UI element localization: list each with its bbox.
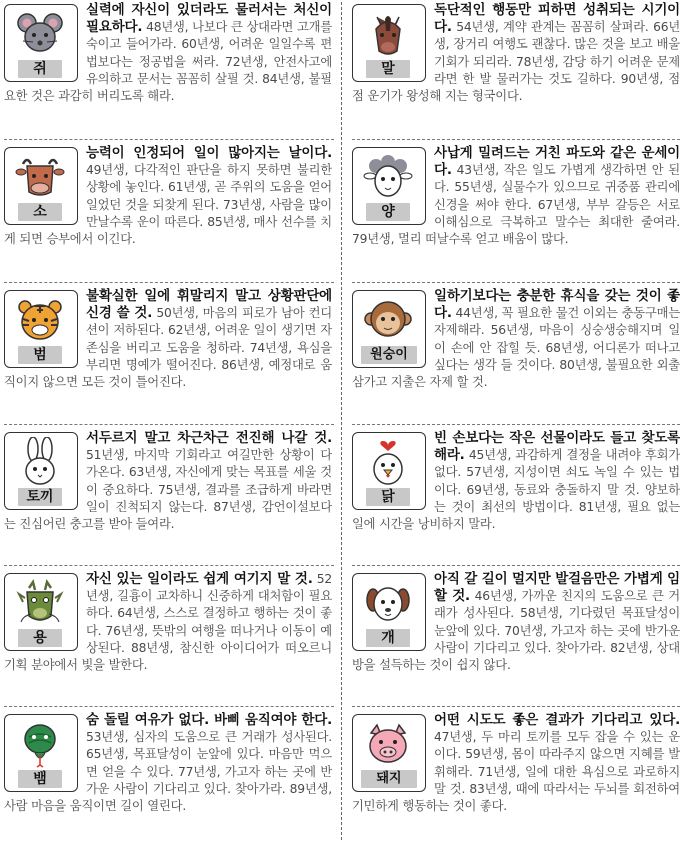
zodiac-badge: [4, 147, 78, 225]
animal-label: 용: [18, 629, 62, 647]
zodiac-card-dragon: [4, 571, 332, 707]
animal-label: 쥐: [18, 60, 62, 78]
zodiac-badge: [352, 147, 426, 225]
rat-icon: [15, 9, 65, 59]
zodiac-badge: [352, 290, 426, 368]
animal-label: 개: [366, 629, 410, 647]
dog-icon: [363, 578, 413, 628]
animal-label: 말: [366, 60, 410, 78]
snake-icon: [15, 719, 65, 769]
fortune-body: 52년생, 길흉이 교차하니 신중하게 대처함이 필요하다. 64년생, 스스로 결정하고 행하는 것이 좋다. 76년생, 뜻밖의 여행을 떠나거나 이동이 예상된다. 88년생, 참신한 아이디어가 떠오르니 기획 분야에서 빛을 발한다.: [4, 572, 332, 673]
zodiac-badge: [4, 432, 78, 510]
tiger-icon: [15, 295, 65, 345]
sheep-icon: [363, 152, 413, 202]
zodiac-badge: [4, 714, 78, 792]
fortune-body: 44년생, 꼭 필요한 물건 이외는 충동구매는 자제해라. 56년생, 마음이 싱숭생숭해지며 일이 손에 안 잡힐 듯. 68년생, 어디론가 떠나고 싶다는 생각 들 것이다. 80년생, 불필요한 외출 삼가고 지출은 자제 할 것.: [352, 306, 680, 390]
fortune-body: 48년생, 나보다 큰 상대라면 고개를 숙이고 들어가라. 60년생, 어려운 일일수록 편법보다는 정공법을 써라. 72년생, 안전사고에 유의하고 문서는 꼼꼼히 살필 것. 84년생, 불필요한 것은 과감히 버리도록 해라.: [4, 20, 332, 104]
monkey-icon: [363, 295, 413, 345]
zodiac-card-snake: [4, 712, 332, 848]
zodiac-card-horse: [352, 2, 680, 138]
fortune-headline: 아직 갈 길이 멀지만 발걸음만은 가볍게 임할 것.: [434, 571, 680, 605]
zodiac-card-sheep: [352, 145, 680, 281]
zodiac-badge: [352, 573, 426, 651]
zodiac-card-monkey: [352, 288, 680, 424]
column-divider: [341, 2, 342, 840]
fortune-headline: 능력이 인정되어 일이 많아지는 날이다.: [86, 145, 332, 161]
fortune-body: 53년생, 심자의 도움으로 큰 거래가 성사된다. 65년생, 목표달성이 눈앞에 있다. 마음만 먹으면 얻을 수 있다. 77년생, 가고자 하는 곳에 반가운 사람이 기다리고 있다. 찾아가라. 89년생, 사람 마음을 움직이면 길이 열린다.: [4, 730, 332, 814]
animal-label: 범: [18, 346, 62, 364]
animal-label: 뱀: [18, 770, 62, 788]
zodiac-badge: [352, 432, 426, 510]
zodiac-card-rat: [4, 2, 332, 138]
fortune-headline: 자신 있는 일이라도 쉽게 여기지 말 것.: [86, 571, 313, 587]
fortune-headline: 빈 손보다는 작은 선물이라도 들고 찾도록 해라.: [434, 430, 680, 464]
zodiac-card-rooster: [352, 430, 680, 566]
fortune-headline: 불확실한 일에 휘말리지 말고 상황판단에 신경 쓸 것.: [86, 288, 332, 322]
zodiac-card-ox: [4, 145, 332, 281]
zodiac-badge: [352, 714, 426, 792]
fortune-body: 51년생, 마지막 기회라고 여길만한 상황이 다가온다. 63년생, 자신에게 맞는 목표를 세울 것이 중요하다. 75년생, 결과를 조급하게 바라면 일이 진척되지 않는다. 87년생, 감언이설보다는 진심어린 충고를 받아 들여라.: [4, 448, 332, 532]
animal-label: 원숭이: [361, 346, 417, 364]
row-divider: [4, 424, 334, 425]
horse-icon: [363, 9, 413, 59]
ox-icon: [15, 152, 65, 202]
fortune-headline: 어떤 시도도 좋은 결과가 기다리고 있다.: [434, 712, 680, 728]
fortune-body: 43년생, 작은 일도 가볍게 생각하면 안 된다. 55년생, 실물수가 있으므로 귀중품 관리에 신경을 써야 한다. 67년생, 부부 갈등은 서로 이해심으로 극복하고 말수는 최대한 줄여라. 79년생, 멀리 떠날수록 얻고 배움이 많다.: [352, 163, 680, 247]
row-divider: [352, 139, 680, 140]
row-divider: [4, 282, 334, 283]
zodiac-card-rabbit: [4, 430, 332, 566]
zodiac-badge: [4, 4, 78, 82]
zodiac-badge: [352, 4, 426, 82]
zodiac-card-pig: [352, 712, 680, 848]
animal-label: 돼지: [361, 770, 417, 788]
pig-icon: [363, 719, 413, 769]
fortune-headline: 일하기보다는 충분한 휴식을 갖는 것이 좋다.: [434, 288, 680, 322]
fortune-body: 46년생, 가까운 친지의 도움으로 큰 거래가 성사된다. 58년생, 기다렸던 목표달성이 눈앞에 있다. 70년생, 가고자 하는 곳에 반가운 사람이 기다리고 있다. 찾아가라. 82년생, 상대방을 설득하는 것이 쉽지 않다.: [352, 589, 680, 673]
fortune-headline: 사납게 밀려드는 거친 파도와 같은 운세이다.: [434, 145, 680, 179]
rabbit-icon: [15, 437, 65, 487]
zodiac-card-tiger: [4, 288, 332, 424]
fortune-headline: 서두르지 말고 차근차근 전진해 나갈 것.: [86, 430, 332, 446]
row-divider: [352, 282, 680, 283]
zodiac-badge: [4, 573, 78, 651]
fortune-body: 54년생, 계약 관계는 꼼꼼히 살펴라. 66년생, 장거리 여행도 괜찮다. 많은 것을 보고 배울 기회가 되리라. 78년생, 감당 하기 어려운 문제 라면 한 발 물러가는 것도 길하다. 90년생, 점점 운기가 왕성해 지는 형국이다.: [352, 20, 680, 104]
zodiac-badge: [4, 290, 78, 368]
fortune-body: 47년생, 두 마리 토끼를 모두 잡을 수 있는 운이다. 59년생, 몸이 따라주지 않으면 지혜를 발휘해라. 71년생, 일에 대한 욕심으로 과로하지 말 것. 83년생, 때에 따라서는 두뇌를 회전하여 기민하게 행동하는 것이 좋다.: [352, 730, 680, 814]
fortune-headline: 실력에 자신이 있더라도 물러서는 처신이 필요하다.: [86, 2, 332, 36]
fortune-body: 50년생, 마음의 피로가 남아 컨디션이 저하된다. 62년생, 어려운 일이 생기면 자존심을 버리고 도움을 청하라. 74년생, 욕심을 부리면 명예가 떨어진다. 86년생, 예정대로 움직이지 않으면 모든 것이 틀어진다.: [4, 306, 332, 390]
fortune-headline: 숨 돌릴 여유가 없다. 바삐 움직여야 한다.: [86, 712, 332, 728]
animal-label: 닭: [366, 488, 410, 506]
animal-label: 양: [366, 203, 410, 221]
row-divider: [352, 424, 680, 425]
animal-label: 토끼: [18, 488, 62, 506]
animal-label: 소: [18, 203, 62, 221]
fortune-headline: 독단적인 행동만 피하면 성취되는 시기이다.: [434, 2, 680, 36]
dragon-icon: [15, 578, 65, 628]
fortune-body: 49년생, 다각적인 판단을 하지 못하면 불리한 상황에 놓인다. 61년생, 곧 주위의 도움을 얻어 일었던 것을 되찾게 된다. 73년생, 사람을 많이 만날수록 운이 따른다. 85년생, 매사 선수를 치게 되면 승부에서 이긴다.: [4, 163, 332, 247]
rooster-icon: [363, 437, 413, 487]
row-divider: [4, 139, 334, 140]
zodiac-card-dog: [352, 571, 680, 707]
fortune-body: 45년생, 과감하게 결정을 내려야 후회가 없다. 57년생, 지성이면 쇠도 녹일 수 있는 법이다. 69년생, 동료와 충돌하지 말 것. 양보하는 것이 최선의 방법이다. 81년생, 필요 없는 일에 시간을 낭비하지 말라.: [352, 448, 680, 532]
